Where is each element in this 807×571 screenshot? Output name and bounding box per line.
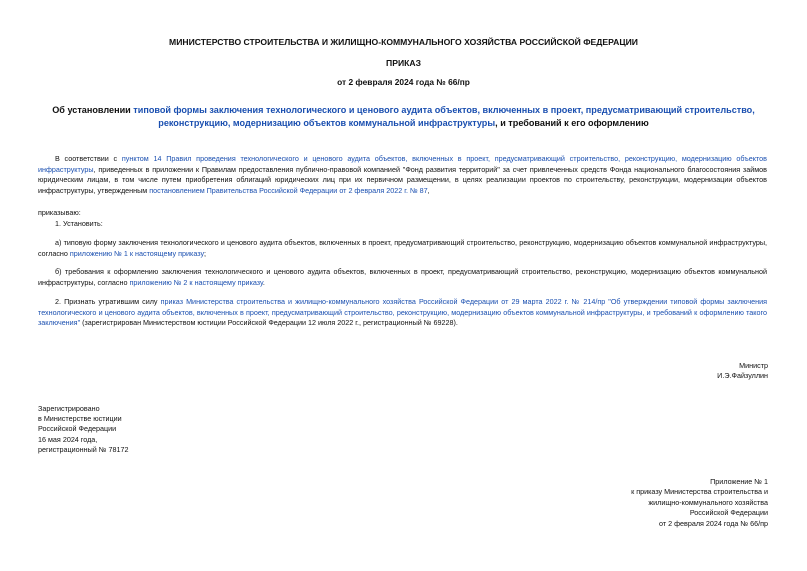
item-1a — [38, 238, 767, 259]
item-1b — [38, 267, 767, 288]
appendix-line: от 2 февраля 2024 года № 66/пр — [659, 518, 768, 528]
signature-position: Министр — [739, 361, 768, 370]
intro-link-decree[interactable]: постановлением Правительства Российской Федерации от 2 февраля 2022 г. № 87 — [149, 185, 428, 195]
registration-line: Зарегистрировано — [38, 404, 100, 413]
title-suffix: , и требований к его оформлению — [495, 118, 649, 128]
registration-line: регистрационный № 78172 — [38, 444, 129, 454]
item-1b-end: . — [262, 277, 265, 287]
item-1a-text: а) типовую форму заключения технологического и ценового аудита объектов, включенных в проект, предусматривающий строительство, реконструкцию, модернизацию объектов коммунальной инфраструктуры, согласно — [38, 238, 767, 258]
title-link[interactable]: типовой формы заключения технологического и ценового аудита объектов, включенных в проект, предусматривающий строительство, реконструкцию, модернизацию объектов коммунальной инфраструктуры — [133, 105, 755, 128]
appendix-2-link[interactable]: приложению № 2 к настоящему приказу — [129, 277, 263, 287]
signature-name: И.Э.Файзуллин — [717, 371, 768, 381]
appendix-line: Приложение № 1 — [710, 477, 768, 486]
intro-text-3: , — [427, 185, 430, 195]
appendix-line: жилищно-коммунального хозяйства — [648, 497, 768, 507]
item-1a-end: ; — [204, 248, 207, 258]
title-prefix: Об установлении — [52, 105, 134, 115]
item-2 — [38, 297, 767, 329]
item-2-text: 2. Признать утратившим силу — [55, 297, 161, 306]
doc-date-number: от 2 февраля 2024 года № 66/пр — [337, 77, 470, 87]
intro-text-1: В соответствии с — [55, 154, 122, 163]
appendix-1-link[interactable]: приложению № 1 к настоящему приказу — [69, 248, 205, 258]
doc-type-heading: ПРИКАЗ — [386, 58, 421, 68]
appendix-line: к приказу Министерства строительства и — [631, 487, 768, 497]
document-title — [50, 104, 757, 130]
order-word: приказываю: — [38, 208, 81, 217]
appendix-line: Российской Федерации — [689, 508, 768, 518]
registration-line: Российской Федерации — [38, 424, 117, 434]
ministry-heading: МИНИСТЕРСТВО СТРОИТЕЛЬСТВА И ЖИЛИЩНО-КОММУНАЛЬНОГО ХОЗЯЙСТВА РОССИЙСКОЙ ФЕДЕРАЦИИ — [169, 37, 638, 47]
intro-paragraph — [38, 154, 767, 196]
repealed-order-link[interactable]: приказ Министерства строительства и жилищно-коммунального хозяйства Российской Федерации от 29 марта 2022 г. № 214/пр "Об утверждении типовой формы заключения технологического и ценового аудита объектов, включенных в проект, предусматривающий строительство, реконструкцию, модернизацию объектов коммунальной инфраструктуры, и требований к оформлению такого заключения" — [38, 297, 767, 328]
intro-link-rules[interactable]: пунктом 14 Правил проведения технологического и ценового аудита объектов, включенных в проект, предусматривающий строительство, реконструкцию, модернизацию объектов инфраструктуры — [38, 154, 768, 174]
item-1b-text: б) требования к оформлению заключения технологического и ценового аудита объектов, включенных в проект, предусматривающий строительство, реконструкцию, модернизацию объектов коммунальной инфраструктуры, согласно — [38, 267, 767, 287]
item-1: 1. Установить: — [55, 219, 103, 228]
intro-text-2: , приведенных в приложении к Правилам предоставления публично-правовой компанией "Фонд развития территорий" за счет привлеченных средств Фонда национального благосостояния займов юридическим лицам, в том числе путем приобретения облигаций юридических лиц при их первичном размещении, в целях реализации проектов по строительству, реконструкции, модернизации объектов инфраструктуры, утвержденным — [38, 164, 767, 195]
registration-line: 16 мая 2024 года, — [38, 434, 98, 444]
appendix-block — [600, 477, 768, 529]
registration-line: в Министерстве юстиции — [38, 414, 122, 424]
registration-block — [38, 404, 128, 455]
signature-block — [600, 361, 768, 382]
item-2-end: (зарегистрирован Министерством юстиции Российской Федерации 12 июля 2022 г., регистрационный № 69228). — [80, 318, 458, 328]
